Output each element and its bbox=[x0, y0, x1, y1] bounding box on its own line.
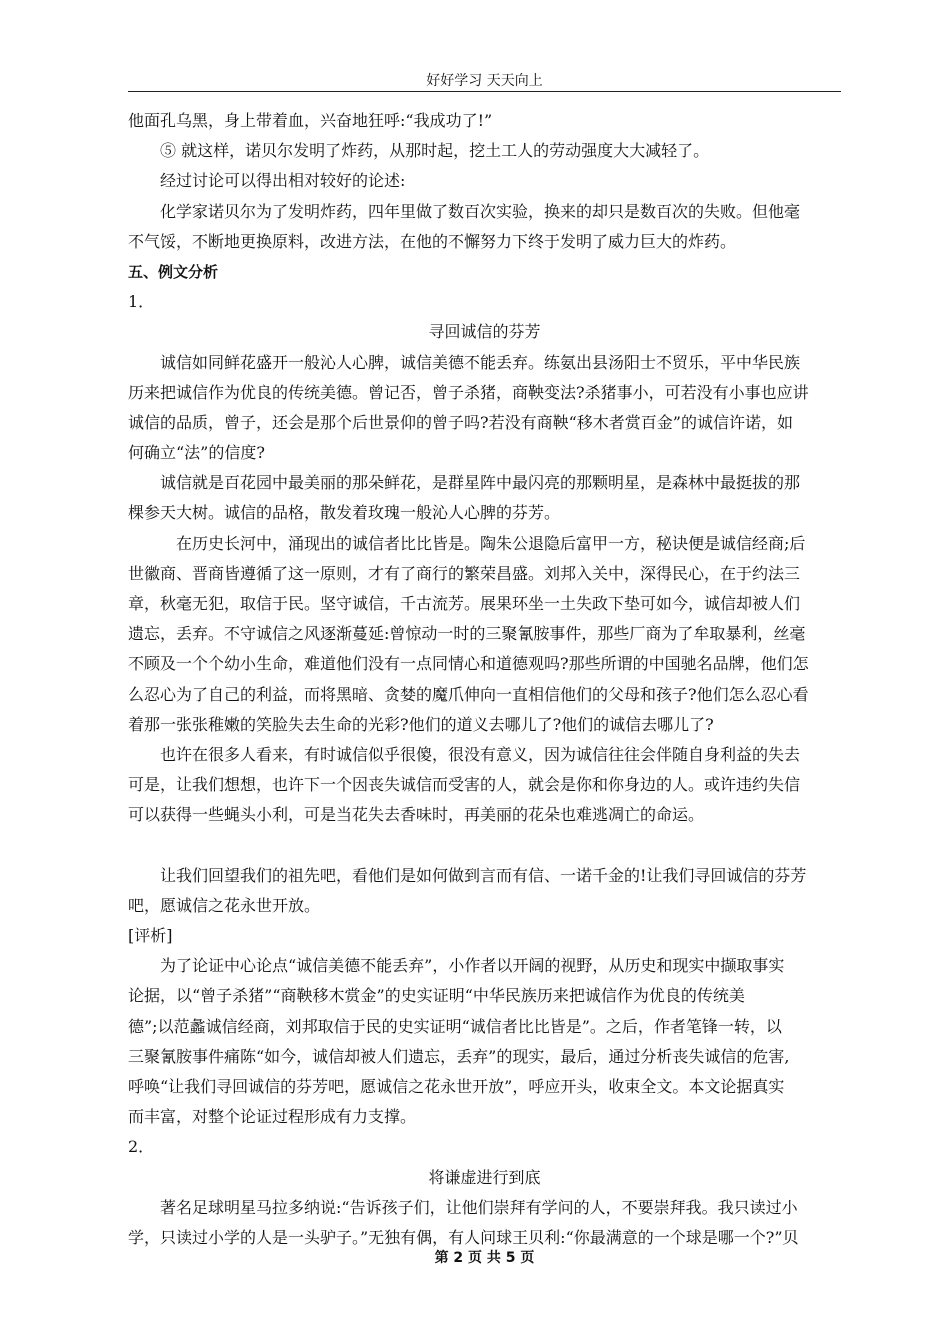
page-content bbox=[128, 106, 841, 1253]
review-label: [评析] bbox=[128, 926, 173, 946]
text-line: 吧，愿诚信之花永世开放。 bbox=[128, 895, 321, 915]
text-line: 何确立“法”的信度? bbox=[128, 443, 265, 463]
text-line: 遗忘，丢弃。不守诚信之风逐渐蔓延:曾惊动一时的三聚氰胺事件，那些厂商为了牟取暴利，丝毫 bbox=[128, 624, 806, 644]
text-line: 历来把诚信作为优良的传统美德。曾记否，曾子杀猪，商鞅变法?杀猪事小，可若没有小事也应讲 bbox=[128, 382, 809, 402]
essay-title: 寻回诚信的芬芳 bbox=[428, 322, 541, 342]
item-number: 2． bbox=[128, 1137, 155, 1157]
text-line: 让我们回望我们的祖先吧，看他们是如何做到言而有信、一诺千金的!让我们寻回诚信的芬芳 bbox=[160, 865, 807, 885]
text-line: 诚信的品质，曾子，还会是那个后世景仰的曾子吗?若没有商鞅“移木者赏百金”的诚信许诺，如 bbox=[128, 412, 793, 432]
essay-title: 将谦虚进行到底 bbox=[428, 1167, 541, 1187]
text-line: 著名足球明星马拉多纳说:“告诉孩子们，让他们崇拜有学问的人，不要崇拜我。我只读过小 bbox=[160, 1197, 798, 1217]
text-line: 而丰富，对整个论证过程形成有力支撑。 bbox=[128, 1107, 417, 1127]
text-line: 也许在很多人看来，有时诚信似乎很傻，很没有意义，因为诚信往往会伴随自身利益的失去 bbox=[160, 744, 801, 764]
item-number: 1． bbox=[128, 292, 155, 312]
header-rule bbox=[128, 91, 841, 92]
text-line: 不气馁，不断地更换原料，改进方法，在他的不懈努力下终于发明了威力巨大的炸药。 bbox=[128, 231, 737, 251]
text-line: 经过讨论可以得出相对较好的论述: bbox=[160, 171, 406, 191]
text-line: ⑤ 就这样，诺贝尔发明了炸药，从那时起，挖土工人的劳动强度大大减轻了。 bbox=[160, 141, 710, 161]
text-line: 化学家诺贝尔为了发明炸药，四年里做了数百次实验，换来的却只是数百次的失败。但他毫 bbox=[160, 201, 801, 221]
text-line: 为了论证中心论点“诚信美德不能丢弃”，小作者以开阔的视野，从历史和现实中撷取事实 bbox=[160, 956, 785, 976]
text-line: 三聚氰胺事件痛陈“如今，诚信却被人们遗忘，丢弃”的现实，最后，通过分析丧失诚信的危害, bbox=[128, 1046, 790, 1066]
text-line: 可是，让我们想想，也许下一个因丧失诚信而受害的人，就会是你和你身边的人。或许违约失信 bbox=[128, 775, 801, 795]
text-line: 世徽商、晋商皆遵循了这一原则，才有了商行的繁荣昌盛。刘邦入关中，深得民心，在于约法三 bbox=[128, 563, 801, 583]
text-line: 棵参天大树。诚信的品格，散发着玫瑰一般沁人心脾的芬芳。 bbox=[128, 503, 561, 523]
text-line: 呼唤“让我们寻回诚信的芬芳吧，愿诚信之花永世开放”，呼应开头，收束全文。本文论据真实 bbox=[128, 1077, 785, 1096]
text-line: 学，只读过小学的人是一头驴子。”无独有偶，有人问球王贝利:“你最满意的一个球是哪一个?”贝 bbox=[128, 1227, 799, 1247]
page-header: 好好学习 天天向上 bbox=[426, 73, 543, 89]
text-line: 么忍心为了自己的利益，而将黑暗、贪婪的魔爪伸向一直相信他们的父母和孩子?他们怎么忍心看 bbox=[128, 684, 809, 704]
text-line: 在历史长河中，涌现出的诚信者比比皆是。陶朱公退隐后富甲一方，秘诀便是诚信经商;后 bbox=[176, 533, 806, 553]
blank-line bbox=[128, 831, 841, 861]
section-heading: 五、例文分析 bbox=[128, 262, 219, 281]
text-line: 不顾及一个个幼小生命，难道他们没有一点同情心和道德观吗?那些所谓的中国驰名品牌，他们怎 bbox=[128, 654, 809, 674]
text-line: 他面孔乌黑，身上带着血，兴奋地狂呼:“我成功了!” bbox=[128, 111, 493, 130]
text-line: 着那一张张稚嫩的笑脸失去生命的光彩?他们的道义去哪儿了?他们的诚信去哪儿了? bbox=[128, 714, 714, 734]
text-line: 诚信如同鲜花盛开一般沁人心脾，诚信美德不能丢弃。练氨出县汤阳士不贸乐，平中华民族 bbox=[160, 352, 801, 372]
text-line: 德”;以范蠡诚信经商，刘邦取信于民的史实证明“诚信者比比皆是”。之后，作者笔锋一转，以 bbox=[128, 1016, 782, 1036]
page-footer: 第 2 页 共 5 页 bbox=[434, 1250, 535, 1266]
text-line: 可以获得一些蝇头小利，可是当花失去香味时，再美丽的花朵也难逃凋亡的命运。 bbox=[128, 805, 705, 825]
text-line: 章，秋毫无犯，取信于民。坚守诚信，千古流芳。展果环坐一土失政下垫可如今，诚信却被人们 bbox=[128, 594, 801, 613]
text-line: 诚信就是百花园中最美丽的那朵鲜花，是群星阵中最闪亮的那颗明星，是森林中最挺拔的那 bbox=[160, 473, 801, 493]
text-line: 论据，以“曾子杀猪”“商鞅移木赏金”的史实证明“中华民族历来把诚信作为优良的传统美 bbox=[128, 986, 745, 1006]
